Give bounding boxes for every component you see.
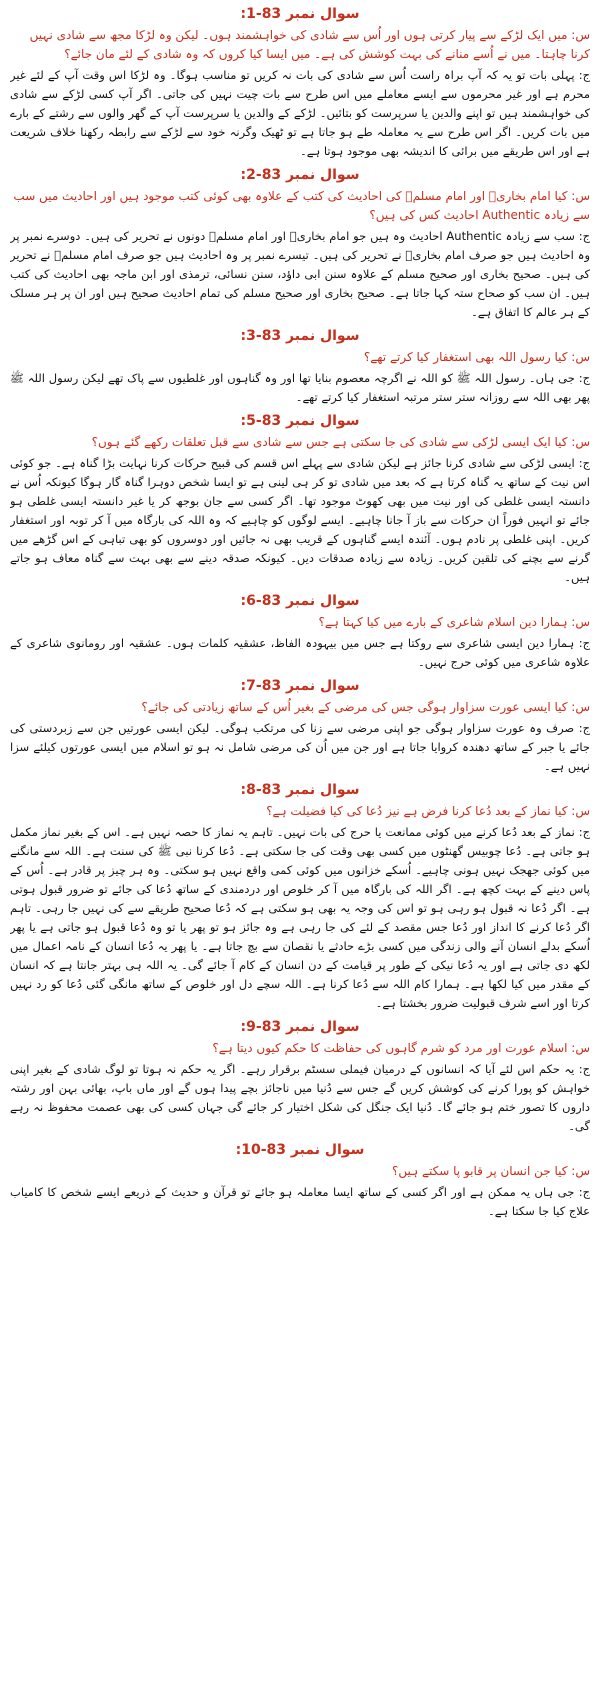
question-number: سوال نمبر 83-5: <box>240 413 360 429</box>
question-number: سوال نمبر 83-7: <box>240 678 360 694</box>
question-text: س: کیا ایک ایسی لڑکی سے شادی کی جا سکتی ہے جس سے شادی سے قبل تعلقات رکھے گئے ہوں؟ <box>91 435 590 449</box>
question-text: س: ہمارا دین اسلام شاعری کے بارے میں کیا کہتا ہے؟ <box>318 615 590 629</box>
answer-text: ج: سب سے زیادہ Authentic احادیث وہ ہیں جو امام بخاریؒ اور امام مسلمؒ دونوں نے تحریر کی ہیں۔ دوسرے نمبر پر وہ احادیث ہیں جو صرف امام بخاریؒ نے تحریر کی ہیں۔ تیسرے نمبر پر وہ احادیث ہیں جو صرف امام مسلمؒ نے تحریر کی ہیں۔ صحیح بخاری اور صحیح مسلم کے علاوہ سنن ابی داؤد، سنن نسائی، ترمذی اور ابن ماجہ بھی احادیث کی کتب ہیں۔ ان سب کو صحاح ستہ کہا جاتا ہے۔ صحیح بخاری اور صحیح مسلم کی تمام احادیث صحیح ہیں اور ان پر ہر مسلک کے ہر عالم کا اتفاق ہے۔ <box>10 229 590 319</box>
question-number: سوال نمبر 83-1: <box>240 6 360 22</box>
question-text: س: کیا جن انسان پر قابو پا سکتے ہیں؟ <box>392 1164 590 1178</box>
answer-text: ج: ہمارا دین ایسی شاعری سے روکتا ہے جس میں بیہودہ الفاظ، عشقیہ کلمات ہوں۔ عشقیہ اور رومانوی شاعری کے علاوہ شاعری میں کوئی حرج نہیں۔ <box>10 636 590 669</box>
question-text: س: کیا امام بخاریؒ اور امام مسلمؒ کی احادیث کی کتب کے علاوہ بھی کوئی کتب موجود ہیں اور احادیث میں سب سے زیادہ Authentic احادیث کس کی ہیں؟ <box>13 189 590 222</box>
question-text: س: کیا رسول اللہ بھی استغفار کیا کرتے تھے؟ <box>363 350 590 364</box>
question-number: سوال نمبر 83-2: <box>240 167 360 183</box>
answer-text: ج: صرف وہ عورت سزاوار ہوگی جو اپنی مرضی سے زنا کی مرتکب ہوگی۔ لیکن ایسی عورتیں جن سے زبردستی کی جائے یا جبر کے ساتھ دھندہ کروایا جاتا ہے اور جن میں اُن کی مرضی شامل نہ ہو تو اسلام میں ایسی عورتوں کیلئے سزا نہیں ہے۔ <box>10 721 590 773</box>
qa-block-83-6 <box>10 593 590 672</box>
qa-block-83-2 <box>10 167 590 322</box>
qa-page <box>10 4 590 1676</box>
question-text: س: اسلام عورت اور مرد کو شرم گاہوں کی حفاظت کا حکم کیوں دیتا ہے؟ <box>212 1041 590 1055</box>
question-number: سوال نمبر 83-8: <box>240 782 360 798</box>
answer-text: ج: ایسی لڑکی سے شادی کرنا جائز ہے لیکن شادی سے پہلے اس قسم کی قبیح حرکات کرنا نہایت بڑا گناہ ہے۔ جو کوئی اس نیت کے ساتھ یہ گناہ کرتا ہے کہ بعد میں شادی تو کر ہی لینی ہے تو ایسا شخص دوہرا گناہ گار ہوگا کیونکہ اُس نے دانستہ ایسی غلطی کی اور نیت میں بھی کھوٹ موجود تھا۔ اگر کسی سے جان بوجھ کر یا غیر دانستہ ایسی غلطی ہو جائے تو انہیں فوراً ان حرکات سے باز آ جانا چاہیے۔ ایسے لوگوں کو چاہیے کہ وہ اللہ کی بارگاہ میں آ کر توبہ اور استغفار کریں۔ اپنی غلطی پر نادم ہوں۔ آئندہ ایسے گناہوں کے قریب بھی نہ جائیں اور دوسروں کو بھی تباہی کے اس گڑھے میں گرنے سے بچنے کی تلقین کریں۔ زیادہ سے زیادہ صدقات دیں۔ کیونکہ صدقہ دینے سے بھی بہت سے گناہ معاف ہو جاتے ہیں۔ <box>10 456 590 584</box>
qa-block-83-8 <box>10 782 590 1013</box>
qa-block-83-9 <box>10 1019 590 1136</box>
answer-text: ج: یہ حکم اس لئے آیا کہ انسانوں کے درمیان فیملی سسٹم برقرار رہے۔ اگر یہ حکم نہ ہوتا تو لوگ شادی کے بغیر اپنی خواہش کو پورا کرنے کی کوشش کریں گے جس سے دُنیا میں ناجائز بچے پیدا ہوں گے اور ماں باپ، بھائی بہن اور رشتہ داروں کا تصور ختم ہو جائے گا۔ دُنیا ایک جنگل کی شکل اختیار کر جائے گی جہاں کسی کی بھی عصمت محفوظ نہ رہے گی۔ <box>10 1062 590 1133</box>
qa-block-83-10 <box>10 1142 590 1221</box>
answer-text: ج: جی ہاں یہ ممکن ہے اور اگر کسی کے ساتھ ایسا معاملہ ہو جائے تو قرآن و حدیث کے ذریعے ایسے شخص کا کامیاب علاج کیا جا سکتا ہے۔ <box>10 1185 590 1218</box>
question-number: سوال نمبر 83-3: <box>240 328 360 344</box>
question-number: سوال نمبر 83-9: <box>240 1019 360 1035</box>
qa-block-83-7 <box>10 678 590 776</box>
question-text: س: کیا نماز کے بعد دُعا کرنا فرض ہے نیز دُعا کی کیا فضیلت ہے؟ <box>266 804 590 818</box>
qa-block-83-1 <box>10 6 590 161</box>
question-number: سوال نمبر 83-6: <box>240 593 360 609</box>
answer-text: ج: پہلی بات تو یہ کہ آپ براہ راست اُس سے شادی کی بات نہ کریں تو مناسب ہوگا۔ وہ لڑکا اس وقت آپ کے لئے غیر محرم ہے اور غیر محرموں سے ایسے معاملے میں اس طرح سے بات چیت نہیں کی جاتی۔ اگر آپ کسی لڑکے سے شادی کی خواہشمند ہیں تو اپنے والدین یا سرپرست کو بتائیں۔ لڑکے کے والدین یا سرپرست آپ کے گھر والوں سے رشتے کے بارے میں بات کریں۔ اگر اس طرح سے یہ معاملہ طے ہو جاتا ہے تو ٹھیک وگرنہ خود سے لڑکے سے رابطہ رکھنا خلاف شریعت ہے اور اس طریقے میں برائی کا اندیشہ بھی موجود ہوتا ہے۔ <box>10 68 590 158</box>
question-text: س: میں ایک لڑکے سے پیار کرتی ہوں اور اُس سے شادی کی خواہشمند ہوں۔ لیکن وہ لڑکا مجھ سے شادی نہیں کرنا چاہتا۔ میں نے اُسے منانے کی بہت کوشش کی ہے۔ میں ایسا کیا کروں کہ وہ شادی کے لئے مان جائے؟ <box>29 28 590 61</box>
qa-block-83-5 <box>10 413 590 587</box>
question-text: س: کیا ایسی عورت سزاوار ہوگی جس کی مرضی کے بغیر اُس کے ساتھ زیادتی کی جائے؟ <box>141 700 590 714</box>
question-number: سوال نمبر 83-10: <box>235 1142 365 1158</box>
answer-text: ج: جی ہاں۔ رسول اللہ ﷺ کو اللہ نے اگرچہ معصوم بنایا تھا اور وہ گناہوں اور غلطیوں سے پاک تھے لیکن رسول اللہ ﷺ پھر بھی اللہ سے روزانہ ستر ستر مرتبہ استغفار کیا کرتے تھے۔ <box>10 371 590 404</box>
answer-text: ج: نماز کے بعد دُعا کرنے میں کوئی ممانعت یا حرج کی بات نہیں۔ تاہم یہ نماز کا حصہ نہیں ہے۔ اس کے بغیر نماز مکمل ہو جاتی ہے۔ دُعا چوبیس گھنٹوں میں کسی بھی وقت کی جا سکتی ہے۔ دُعا کرنا نبی ﷺ کی سنت ہے۔ اللہ سے مانگنے میں کوئی جھجک نہیں ہونی چاہیے۔ اُسکے خزانوں میں کوئی کمی واقع نہیں ہو سکتی۔ وہ ہر چیز پر قادر ہے۔ اُس کے پاس دینے کے بہت کچھ ہے۔ اگر اللہ کی بارگاہ میں آ کر خلوص اور دردمندی کے ساتھ دُعا کی جائے تو ضرور قبول ہوتی ہے۔ اگر دُعا نہ قبول ہو رہی ہو تو اس کی وجہ یہ بھی ہو سکتی ہے کہ دُعا صحیح طریقے سے کی نہیں جا رہی۔ تاہم اگر دُعا کرنے کا انداز اور دُعا جس مقصد کے لئے کی جا رہی ہے وہ جائز ہو تو پھر یا تو وہ دُعا قبول ہو جاتی ہے یا پھر اُسکے بدلے انسان آنے والی زندگی میں کسی بڑے حادثے یا نقصان سے بچ جاتا ہے۔ یا پھر یہ دُعا انسان کے نامہ اعمال میں لکھ دی جاتی ہے اور یہ دُعا نیکی کے طور پر قیامت کے دن انسان کے کام آ جائے گی۔ یہ اللہ ہی بہتر جانتا ہے کہ انسان کے مقدر میں کیا لکھا ہے۔ ہمارا کام اللہ سے دُعا کرنا ہے۔ اللہ سچے دل اور خلوص کے ساتھ مانگی گئی دُعا کو رد نہیں کرتا اور اسے شرف قبولیت ضرور بخشتا ہے۔ <box>10 825 590 1010</box>
qa-block-83-3 <box>10 328 590 407</box>
